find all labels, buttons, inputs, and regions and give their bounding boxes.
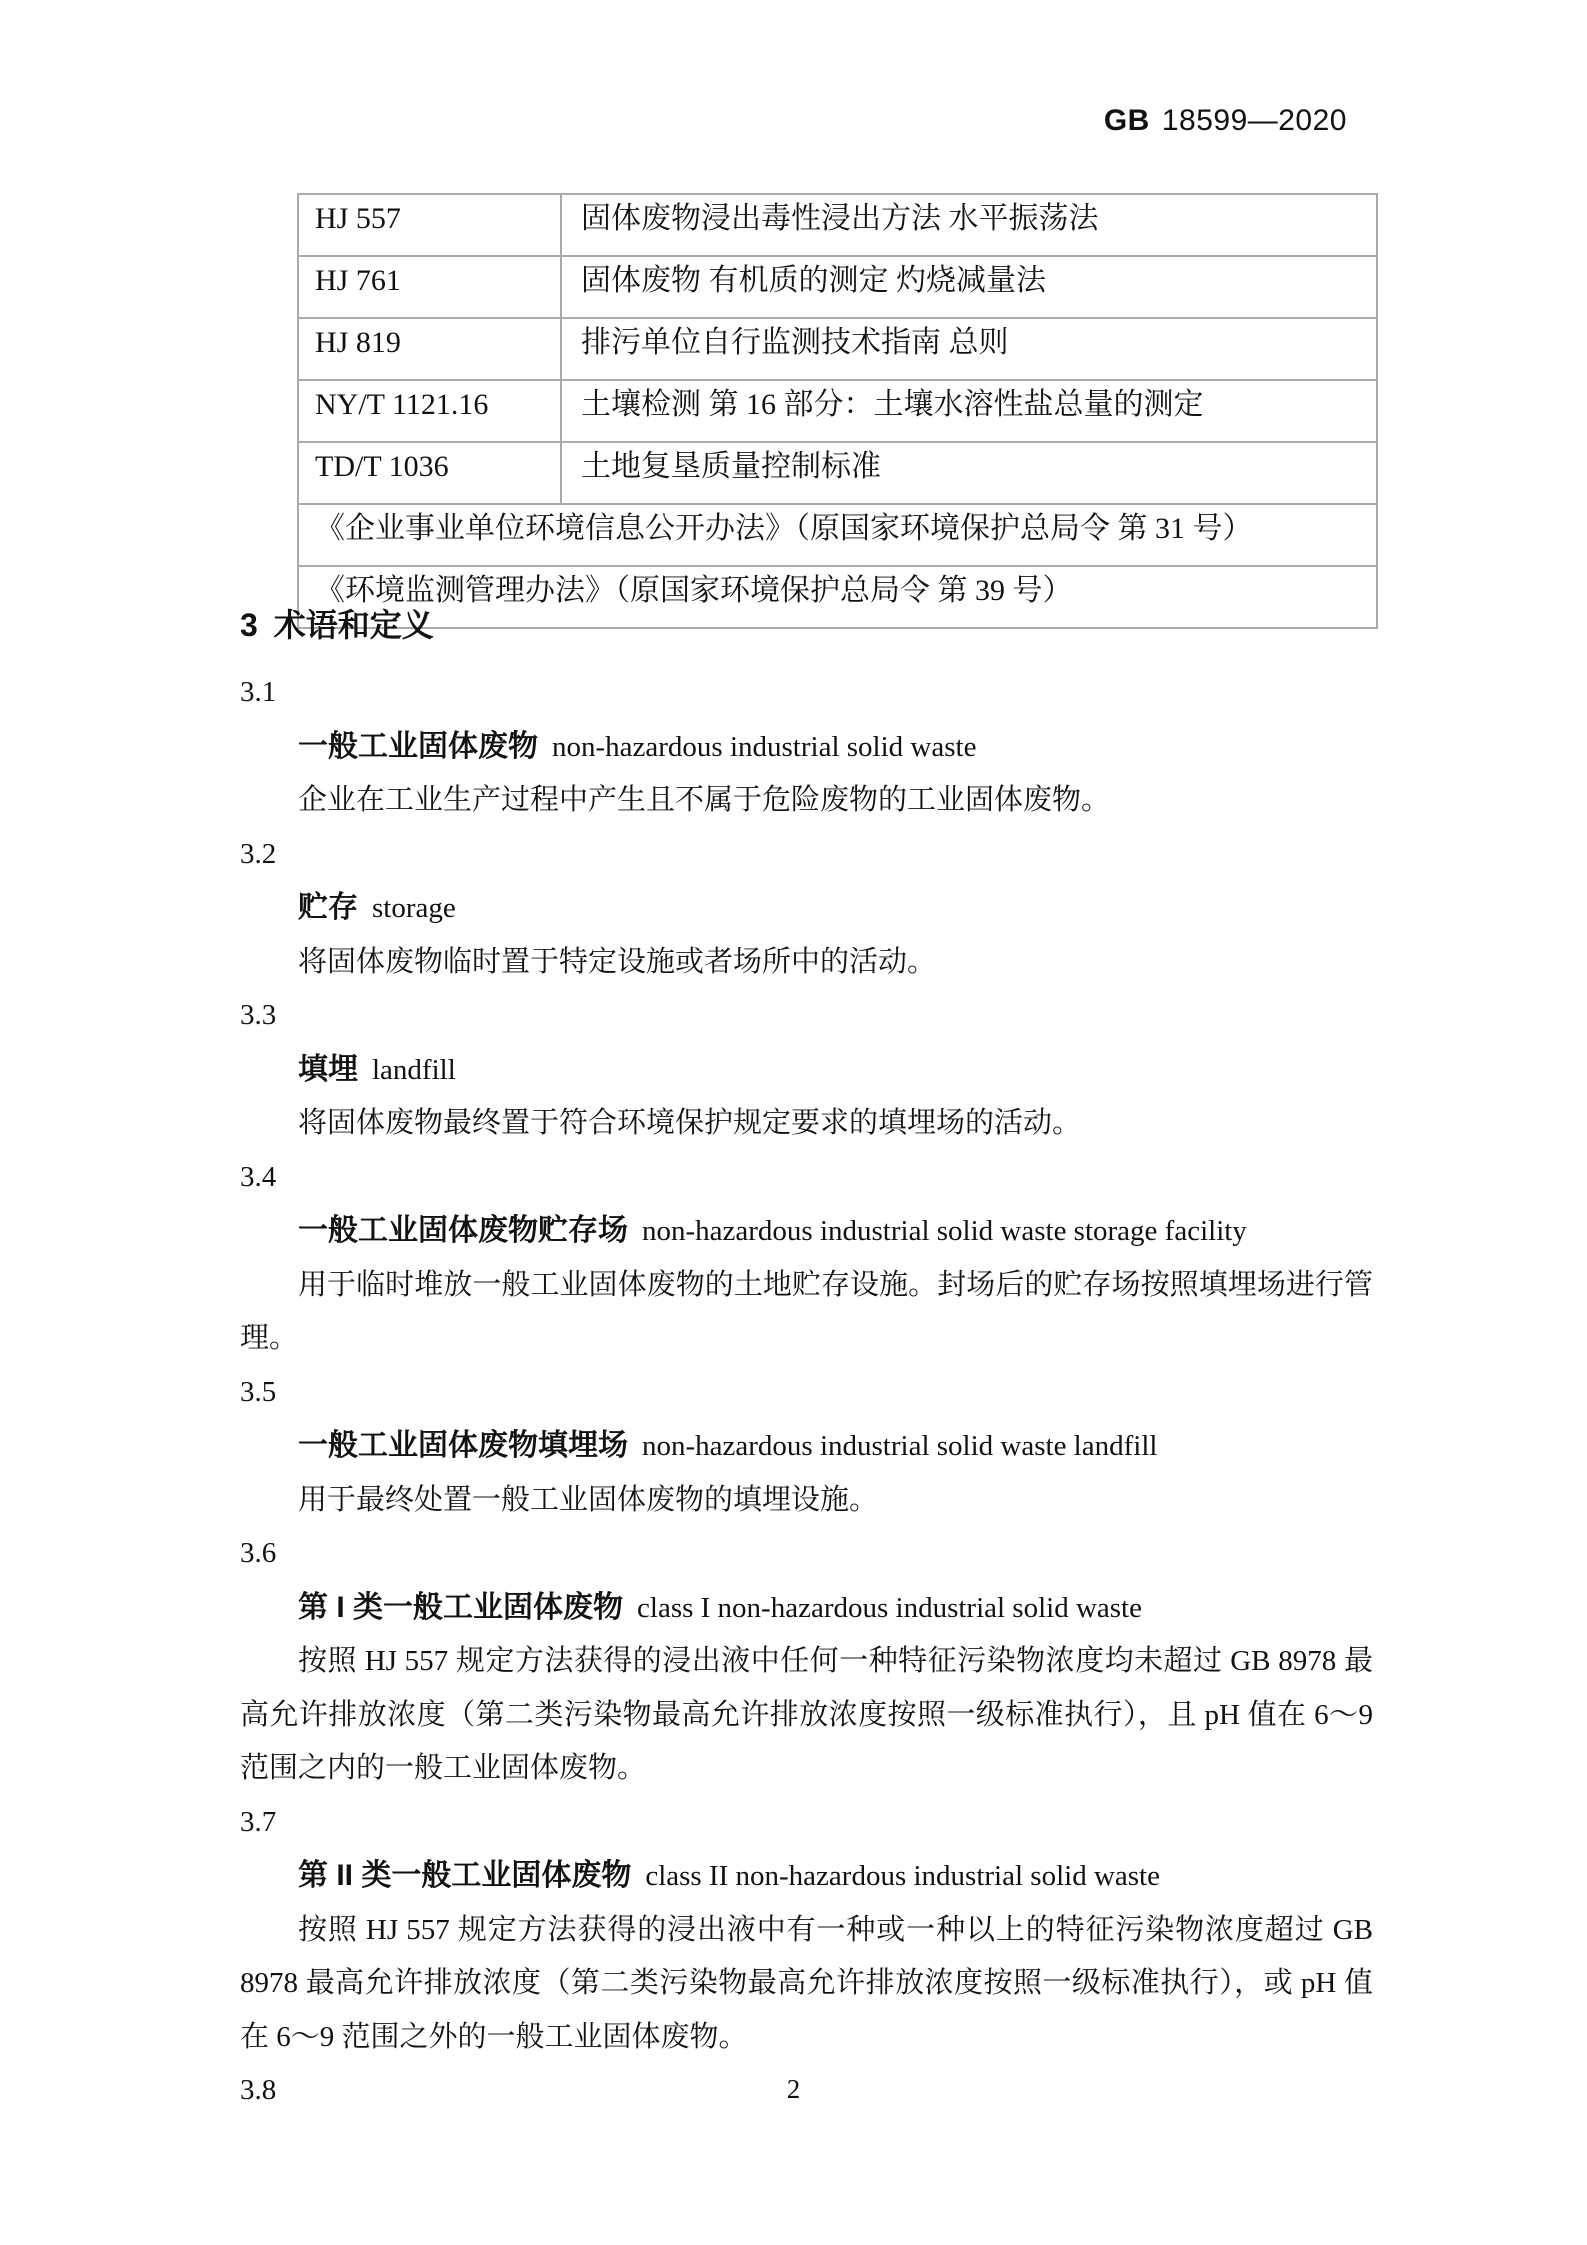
term-id: 3.1 <box>240 676 277 708</box>
term-chinese: 一般工业固体废物贮存场 <box>298 1214 628 1247</box>
table-row <box>298 194 1377 256</box>
term-english: landfill <box>372 1053 456 1086</box>
term-title <box>240 1419 1373 1474</box>
reference-title-merged: 《环境监测管理办法》（原国家环境保护总局令 第 39 号） <box>298 566 1377 628</box>
reference-code: HJ 557 <box>298 194 561 256</box>
reference-code: TD/T 1036 <box>298 442 561 504</box>
table-row <box>298 318 1377 380</box>
term-english: non-hazardous industrial solid waste <box>552 730 977 763</box>
term-title <box>240 1043 1373 1098</box>
term-english: storage <box>372 892 456 924</box>
term-definition: 按照 HJ 557 规定方法获得的浸出液中任何一种特征污染物浓度均未超过 GB 8978 最高允许排放浓度（第二类污染物最高允许排放浓度按照一级标准执行），且 pH 值在 6～9 范围之内的一般工业固体废物。 <box>240 1645 1373 1784</box>
term-id: 3.6 <box>240 1537 277 1569</box>
term-chinese: 填埋 <box>298 1052 358 1086</box>
term-entry <box>240 1151 1373 1366</box>
term-id: 3.8 <box>240 2074 277 2106</box>
page-number: 2 <box>786 2074 801 2104</box>
term-title <box>240 1581 1373 1636</box>
standard-code: GB <box>1103 104 1150 137</box>
term-definition: 用于临时堆放一般工业固体废物的土地贮存设施。封场后的贮存场按照填埋场进行管理。 <box>240 1268 1373 1354</box>
term-title <box>240 1849 1373 1904</box>
term-english: class II non-hazardous industrial solid waste <box>645 1860 1160 1892</box>
term-id: 3.3 <box>240 999 277 1031</box>
term-chinese: 一般工业固体废物 <box>298 729 538 763</box>
reference-code: NY/T 1121.16 <box>298 380 561 442</box>
term-chinese: 第 II 类一般工业固体废物 <box>298 1859 632 1892</box>
reference-title: 土壤检测 第 16 部分：土壤水溶性盐总量的测定 <box>561 380 1377 442</box>
reference-title: 土地复垦质量控制标准 <box>561 442 1377 504</box>
term-definition: 将固体废物最终置于符合环境保护规定要求的填埋场的活动。 <box>298 1107 1082 1139</box>
terms-section <box>240 598 1373 2118</box>
term-english: non-hazardous industrial solid waste storage facility <box>642 1215 1247 1247</box>
table-row <box>298 442 1377 504</box>
term-entry <box>240 1527 1373 1796</box>
term-id: 3.7 <box>240 1805 277 1838</box>
term-definition: 将固体废物临时置于特定设施或者场所中的活动。 <box>298 945 937 978</box>
term-id: 3.5 <box>240 1375 277 1408</box>
term-id: 3.2 <box>240 837 277 870</box>
term-english: non-hazardous industrial solid waste landfill <box>642 1430 1158 1462</box>
term-entry <box>240 666 1373 828</box>
term-definition: 用于最终处置一般工业固体废物的填埋设施。 <box>298 1483 879 1516</box>
section-title: 术语和定义 <box>273 607 434 643</box>
reference-title: 固体废物浸出毒性浸出方法 水平振荡法 <box>561 194 1377 256</box>
term-entry <box>240 828 1373 990</box>
section-number: 3 <box>240 607 258 643</box>
term-definition: 按照 HJ 557 规定方法获得的浸出液中有一种或一种以上的特征污染物浓度超过 GB 8978 最高允许排放浓度（第二类污染物最高允许排放浓度按照一级标准执行），或 pH 值在 6～9 范围之外的一般工业固体废物。 <box>240 1913 1373 2053</box>
term-id: 3.4 <box>240 1160 277 1193</box>
standard-number: 18599—2020 <box>1161 104 1347 137</box>
reference-code: HJ 761 <box>298 256 561 318</box>
term-english: class I non-hazardous industrial solid waste <box>637 1591 1142 1624</box>
standard-header <box>1104 104 1347 138</box>
term-chinese: 第 I 类一般工业固体废物 <box>298 1590 624 1624</box>
term-title <box>240 881 1373 936</box>
term-entry <box>240 1796 1373 2065</box>
term-entry <box>240 1366 1373 1528</box>
table-row <box>298 380 1377 442</box>
term-entry <box>240 989 1373 1151</box>
reference-code: HJ 819 <box>298 318 561 380</box>
reference-title: 固体废物 有机质的测定 灼烧减量法 <box>561 256 1377 318</box>
term-title <box>240 720 1373 775</box>
term-chinese: 一般工业固体废物填埋场 <box>298 1429 628 1462</box>
section-heading <box>240 598 1373 652</box>
reference-title: 排污单位自行监测技术指南 总则 <box>561 318 1377 380</box>
table-row <box>298 256 1377 318</box>
references-table <box>297 193 1378 629</box>
term-title <box>240 1204 1373 1259</box>
term-chinese: 贮存 <box>298 891 358 924</box>
term-definition: 企业在工业生产过程中产生且不属于危险废物的工业固体废物。 <box>298 784 1111 816</box>
table-row <box>298 504 1377 566</box>
reference-title-merged: 《企业事业单位环境信息公开办法》（原国家环境保护总局令 第 31 号） <box>298 504 1377 566</box>
